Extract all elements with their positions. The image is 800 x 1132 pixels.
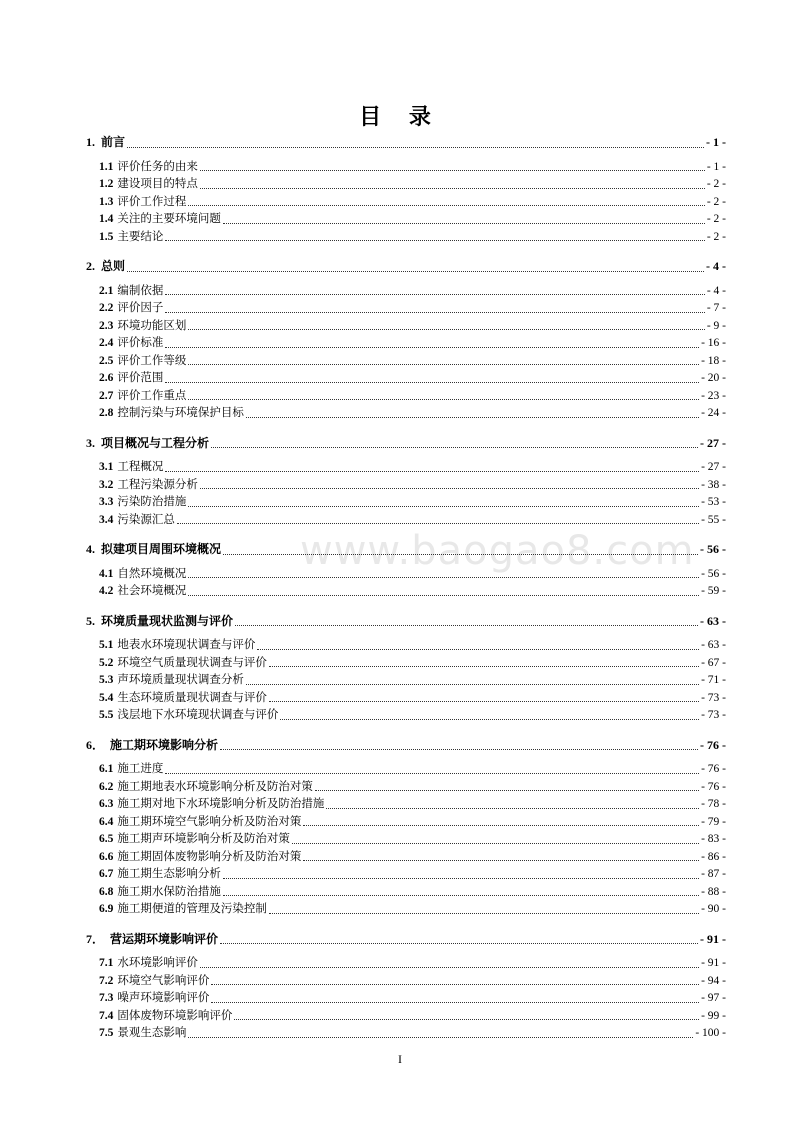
toc-entry-subsection[interactable]	[86, 334, 726, 352]
toc-entry-page: - 86 -	[701, 850, 726, 863]
dot-leader	[177, 512, 699, 524]
toc-entry-subsection[interactable]	[86, 210, 726, 228]
toc-entry-page: - 99 -	[701, 1009, 726, 1022]
toc-entry-number: 1.1	[99, 160, 114, 173]
dot-leader	[303, 814, 699, 826]
toc-entry-number: 3.1	[99, 461, 114, 473]
toc-entry-page: - 56 -	[701, 567, 726, 580]
toc-entry-label: 项目概况与工程分析	[101, 435, 210, 450]
toc-entry-label: 总则	[101, 259, 126, 273]
dot-leader	[165, 301, 704, 313]
dot-leader	[188, 1026, 693, 1038]
toc-entry-number: 2.3	[99, 319, 114, 332]
dot-leader	[220, 738, 698, 750]
toc-entry-number: 6.4	[99, 815, 114, 828]
toc-entry-subsection[interactable]	[86, 760, 726, 778]
toc-entry-subsection[interactable]	[86, 511, 726, 529]
toc-entry-page: - 73 -	[701, 691, 726, 704]
toc-entry-subsection[interactable]	[86, 175, 726, 193]
toc-entry-page: - 1 -	[706, 135, 726, 149]
toc-entry-page: - 53 -	[701, 496, 726, 508]
dot-leader	[223, 884, 699, 896]
dot-leader	[326, 797, 699, 809]
toc-entry-label: 环境空气影响评价	[117, 972, 210, 987]
dot-leader	[292, 832, 699, 844]
toc-entry-subsection[interactable]	[86, 795, 726, 813]
toc-entry-number: 6.5	[99, 833, 114, 845]
toc-entry-label: 工程概况	[117, 459, 164, 473]
toc-entry-label: 工程污染源分析	[117, 476, 198, 491]
dot-leader	[220, 932, 698, 944]
toc-entry-label: 施工期环境空气影响分析及防治对策	[117, 813, 302, 828]
toc-entry-subsection[interactable]	[86, 813, 726, 831]
section-gap	[86, 422, 726, 435]
dot-leader	[188, 318, 704, 330]
toc-entry-label: 声环境质量现状调查分析	[117, 672, 244, 686]
toc-entry-label: 评价标准	[117, 335, 164, 349]
toc-entry-subsection[interactable]	[86, 228, 726, 246]
section-gap	[86, 528, 726, 541]
watermark: www.baogao8.com	[300, 528, 695, 574]
toc-entry-page: - 97 -	[701, 992, 726, 1004]
toc-entry-page: - 18 -	[701, 354, 726, 367]
toc-entry-page: - 59 -	[701, 585, 726, 597]
toc-entry-page: - 55 -	[701, 513, 726, 526]
toc-entry-subsection[interactable]	[86, 865, 726, 883]
toc-entry-label: 环境质量现状监测与评价	[101, 613, 234, 628]
toc-entry-page: - 78 -	[701, 798, 726, 810]
section-gap	[86, 245, 726, 258]
dot-leader	[269, 655, 699, 667]
toc-entry-number: 5.1	[99, 639, 114, 651]
section-gap	[86, 724, 726, 737]
toc-entry-page: - 63 -	[700, 613, 726, 628]
toc-entry-number: 3.3	[99, 496, 114, 508]
dot-leader	[127, 136, 704, 148]
toc-entry-subsection[interactable]	[86, 1007, 726, 1025]
toc-entry-subsection[interactable]	[86, 352, 726, 370]
toc-entry-subsection[interactable]	[86, 404, 726, 422]
dot-leader	[165, 460, 699, 472]
toc-entry-subsection[interactable]	[86, 654, 726, 672]
toc-entry-page: - 2 -	[706, 195, 726, 208]
toc-entry-number: 6.2	[99, 780, 114, 793]
toc-entry-number: 2.4	[99, 337, 114, 349]
toc-entry-number: 4.2	[99, 585, 114, 597]
toc-entry-label: 评价工作重点	[117, 387, 187, 402]
toc-entry-chapter[interactable]	[86, 258, 726, 276]
toc-title: 目 录	[359, 104, 441, 130]
dot-leader	[211, 991, 699, 1003]
toc-entry-number: 5.5	[99, 709, 114, 721]
toc-entry-label: 浅层地下水环境现状调查与评价	[117, 707, 279, 721]
dot-leader	[200, 477, 699, 489]
toc-entry-label: 施工期对地下水环境影响分析及防治措施	[117, 796, 325, 810]
toc-entry-label: 施工期固体废物影响分析及防治对策	[117, 848, 302, 863]
toc-entry-number: 7．	[86, 931, 105, 946]
toc-entry-page: - 90 -	[701, 903, 726, 915]
dot-leader	[165, 283, 704, 295]
toc-entry-subsection[interactable]	[86, 848, 726, 866]
dot-leader	[127, 260, 704, 272]
toc-entry-number: 3.4	[99, 513, 114, 526]
toc-entry-subsection[interactable]	[86, 636, 726, 654]
toc-entry-page: - 94 -	[701, 974, 726, 987]
toc-entry-label: 噪声环境影响评价	[117, 990, 210, 1004]
section-gap	[86, 600, 726, 613]
toc-entry-label: 施工期便道的管理及污染控制	[117, 901, 267, 915]
toc-entry-subsection[interactable]	[86, 1024, 726, 1042]
toc-entry-page: - 2 -	[706, 178, 726, 190]
toc-entry-page: - 4 -	[706, 284, 726, 297]
toc-entry-label: 施工进度	[117, 761, 164, 775]
section-gap	[86, 918, 726, 931]
toc-entry-subsection[interactable]	[86, 317, 726, 335]
toc-entry-chapter[interactable]	[86, 613, 726, 631]
dot-leader	[211, 973, 699, 985]
dot-leader	[257, 638, 699, 650]
toc-entry-number: 2.	[86, 259, 95, 273]
toc-entry-label: 施工期水保防治措施	[117, 883, 221, 898]
dot-leader	[223, 867, 699, 879]
toc-entry-label: 评价工作等级	[117, 352, 187, 367]
toc-entry-page: - 38 -	[701, 478, 726, 491]
toc-entry-subsection[interactable]	[86, 689, 726, 707]
toc-entry-page: - 91 -	[701, 957, 726, 969]
toc-entry-page: - 79 -	[701, 815, 726, 828]
toc-entry-page: - 2 -	[706, 213, 726, 225]
dot-leader	[315, 779, 699, 791]
dot-leader	[200, 159, 705, 171]
toc-entry-number: 3.	[86, 435, 95, 450]
toc-entry-number: 2.5	[99, 354, 114, 367]
dot-leader	[280, 708, 699, 720]
toc-entry-label: 营运期环境影响评价	[110, 931, 219, 946]
dot-leader	[165, 762, 699, 774]
toc-entry-number: 2.7	[99, 389, 114, 402]
dot-leader	[246, 673, 699, 685]
dot-leader	[165, 336, 699, 348]
toc-entry-subsection[interactable]	[86, 282, 726, 300]
toc-entry-number: 6.8	[99, 885, 114, 898]
toc-entry-label: 地表水环境现状调查与评价	[117, 637, 256, 651]
toc-entry-subsection[interactable]	[86, 193, 726, 211]
dot-leader	[223, 543, 698, 555]
toc-entry-subsection[interactable]	[86, 299, 726, 317]
toc-entry-label: 控制污染与环境保护目标	[117, 405, 244, 419]
toc-entry-page: - 73 -	[701, 709, 726, 721]
toc-entry-label: 景观生态影响	[117, 1025, 187, 1039]
toc-entry-number: 4.	[86, 542, 95, 556]
toc-entry-number: 6．	[86, 737, 105, 752]
toc-entry-number: 2.8	[99, 407, 114, 419]
toc-entry-page: - 71 -	[701, 674, 726, 686]
toc-entry-page: - 27 -	[700, 435, 726, 450]
toc-entry-subsection[interactable]	[86, 671, 726, 689]
toc-entry-label: 拟建项目周围环境概况	[101, 542, 222, 556]
dot-leader	[269, 690, 699, 702]
dot-leader	[235, 614, 698, 626]
dot-leader	[269, 902, 699, 914]
toc-entry-page: - 7 -	[706, 302, 726, 314]
toc-entry-number: 7.5	[99, 1027, 114, 1039]
toc-entry-page: - 76 -	[700, 737, 726, 752]
dot-leader	[188, 495, 699, 507]
dot-leader	[223, 212, 705, 224]
dot-leader	[188, 353, 699, 365]
toc-entry-page: - 83 -	[701, 833, 726, 845]
toc-entry-label: 施工期地表水环境影响分析及防治对策	[117, 778, 313, 793]
toc-entry-page: - 16 -	[701, 337, 726, 349]
toc-entry-page: - 87 -	[701, 868, 726, 880]
toc-entry-subsection[interactable]	[86, 493, 726, 511]
toc-entry-number: 7.1	[99, 957, 114, 969]
toc-entry-page: - 27 -	[701, 461, 726, 473]
toc-entry-subsection[interactable]	[86, 778, 726, 796]
toc-entry-subsection[interactable]	[86, 706, 726, 724]
toc-entry-number: 6.9	[99, 903, 114, 915]
dot-leader	[188, 584, 699, 596]
toc-entry-label: 施工期声环境影响分析及防治对策	[117, 831, 290, 845]
toc-entry-subsection[interactable]	[86, 565, 726, 583]
toc-entry-label: 污染防治措施	[117, 494, 187, 508]
toc-entry-number: 7.2	[99, 974, 114, 987]
toc-entry-subsection[interactable]	[86, 582, 726, 600]
toc-entry-subsection[interactable]	[86, 972, 726, 990]
toc-entry-page: - 100 -	[695, 1027, 726, 1039]
toc-entry-page: - 24 -	[701, 407, 726, 419]
toc-entry-label: 施工期生态影响分析	[117, 866, 221, 880]
toc-entry-label: 编制依据	[117, 282, 164, 297]
toc-entry-page: - 67 -	[701, 656, 726, 669]
toc-entry-label: 评价范围	[117, 370, 164, 384]
toc-entry-number: 6.6	[99, 850, 114, 863]
toc-entry-label: 污染源汇总	[117, 511, 175, 526]
toc-entry-chapter[interactable]	[86, 737, 726, 755]
toc-entry-label: 建设项目的特点	[117, 176, 198, 190]
dot-leader	[165, 371, 699, 383]
dot-leader	[188, 194, 704, 206]
toc-entry-page: - 76 -	[701, 763, 726, 775]
table-of-contents	[86, 134, 726, 1042]
toc-entry-page: - 88 -	[701, 885, 726, 898]
dot-leader	[200, 956, 699, 968]
toc-entry-number: 5.3	[99, 674, 114, 686]
dot-leader	[200, 177, 705, 189]
toc-entry-page: - 4 -	[706, 259, 726, 273]
toc-entry-label: 评价工作过程	[117, 193, 187, 208]
toc-entry-subsection[interactable]	[86, 989, 726, 1007]
toc-entry-subsection[interactable]	[86, 476, 726, 494]
toc-entry-page: - 23 -	[701, 389, 726, 402]
toc-entry-subsection[interactable]	[86, 900, 726, 918]
toc-entry-number: 5.	[86, 613, 95, 628]
toc-entry-subsection[interactable]	[86, 458, 726, 476]
toc-entry-number: 5.2	[99, 656, 114, 669]
toc-entry-label: 自然环境概况	[117, 565, 187, 580]
toc-entry-number: 3.2	[99, 478, 114, 491]
toc-entry-page: - 91 -	[700, 931, 726, 946]
toc-entry-number: 1.3	[99, 195, 114, 208]
toc-entry-page: - 9 -	[706, 319, 726, 332]
toc-entry-subsection[interactable]	[86, 883, 726, 901]
dot-leader	[188, 388, 699, 400]
toc-entry-label: 施工期环境影响分析	[110, 737, 219, 752]
toc-entry-subsection[interactable]	[86, 369, 726, 387]
toc-entry-number: 7.4	[99, 1009, 114, 1022]
toc-entry-number: 2.1	[99, 284, 114, 297]
toc-entry-page: - 1 -	[706, 160, 726, 173]
toc-entry-chapter[interactable]	[86, 931, 726, 949]
toc-entry-page: - 2 -	[706, 230, 726, 243]
toc-entry-number: 2.2	[99, 302, 114, 314]
toc-entry-number: 4.1	[99, 567, 114, 580]
toc-entry-number: 7.3	[99, 992, 114, 1004]
toc-entry-number: 6.1	[99, 763, 114, 775]
toc-entry-number: 1.	[86, 135, 95, 149]
toc-entry-number: 1.4	[99, 213, 114, 225]
toc-entry-label: 环境空气质量现状调查与评价	[117, 654, 267, 669]
toc-entry-label: 主要结论	[117, 228, 164, 243]
toc-entry-number: 5.4	[99, 691, 114, 704]
toc-entry-page: - 20 -	[701, 372, 726, 384]
toc-entry-label: 前言	[101, 135, 126, 149]
toc-entry-subsection[interactable]	[86, 158, 726, 176]
toc-entry-subsection[interactable]	[86, 830, 726, 848]
toc-entry-label: 环境功能区划	[117, 317, 187, 332]
page-number: I	[398, 1052, 402, 1066]
toc-entry-label: 评价因子	[117, 300, 164, 314]
dot-leader	[303, 849, 699, 861]
toc-entry-number: 6.7	[99, 868, 114, 880]
toc-entry-label: 固体废物环境影响评价	[117, 1007, 233, 1022]
toc-entry-label: 社会环境概况	[117, 583, 187, 597]
toc-entry-label: 关注的主要环境问题	[117, 211, 221, 225]
toc-entry-number: 2.6	[99, 372, 114, 384]
toc-entry-number: 6.3	[99, 798, 114, 810]
dot-leader	[234, 1008, 699, 1020]
dot-leader	[188, 566, 699, 578]
toc-entry-chapter[interactable]	[86, 435, 726, 453]
toc-entry-label: 水环境影响评价	[117, 955, 198, 969]
dot-leader	[246, 406, 699, 418]
toc-entry-subsection[interactable]	[86, 387, 726, 405]
toc-entry-chapter[interactable]	[86, 134, 726, 152]
toc-entry-label: 评价任务的由来	[117, 158, 198, 173]
toc-entry-subsection[interactable]	[86, 954, 726, 972]
toc-entry-chapter[interactable]	[86, 541, 726, 559]
dot-leader	[165, 229, 704, 241]
toc-entry-page: - 56 -	[700, 542, 726, 556]
dot-leader	[211, 436, 698, 448]
toc-entry-page: - 76 -	[701, 780, 726, 793]
toc-entry-number: 1.5	[99, 230, 114, 243]
toc-entry-page: - 63 -	[701, 639, 726, 651]
toc-entry-label: 生态环境质量现状调查与评价	[117, 689, 267, 704]
toc-entry-number: 1.2	[99, 178, 114, 190]
